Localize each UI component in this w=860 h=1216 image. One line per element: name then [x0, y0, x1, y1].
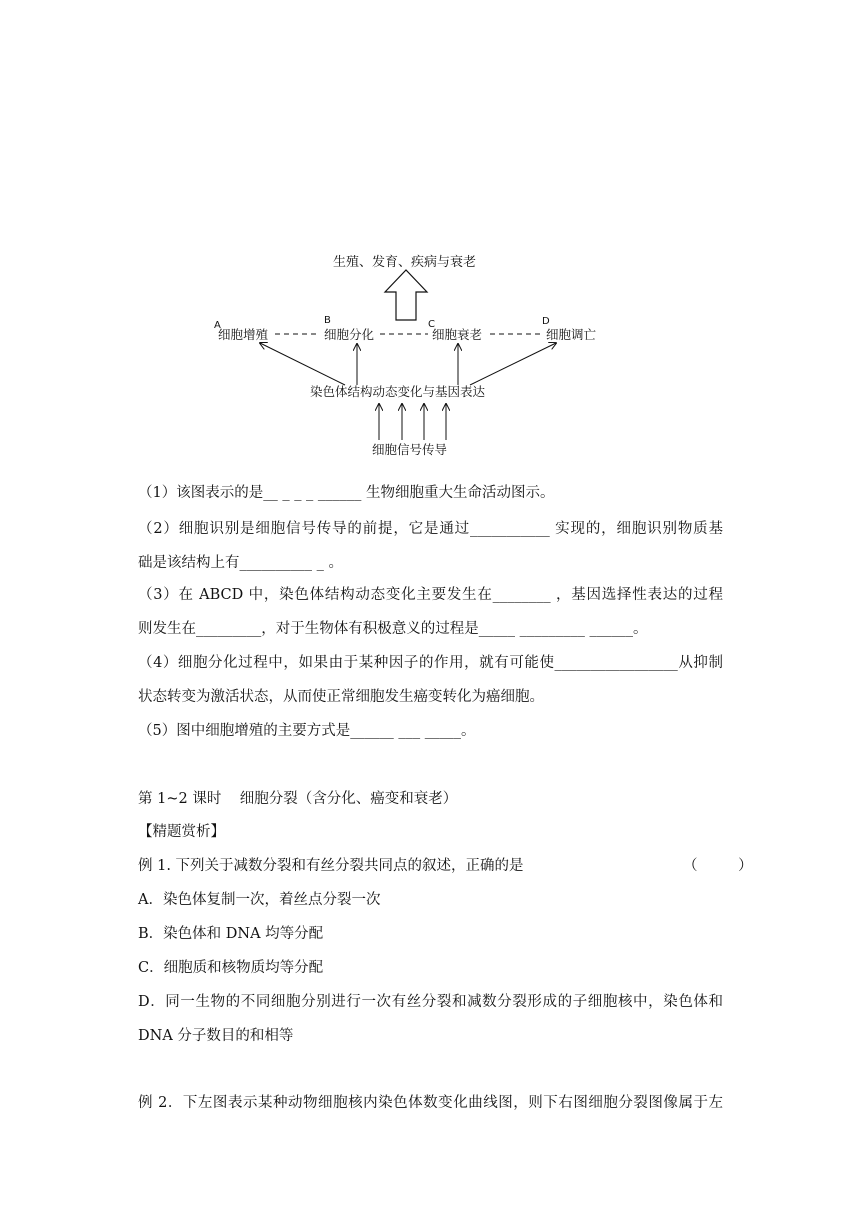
label-c: C — [428, 319, 435, 330]
example-2-stem: 例 2．下左图表示某种动物细胞核内染色体数变化曲线图，则下右图细胞分裂图像属于左 — [138, 1095, 723, 1111]
hollow-up-arrow-icon — [385, 270, 427, 320]
question-2-line-1: （2）细胞识别是细胞信号传导的前提，它是通过___________ 实现的，细胞识别物质基 — [138, 521, 723, 537]
section-title: 第 1~2 课时 细胞分裂（含分化、癌变和衰老） — [138, 791, 458, 807]
example-1-option-d-line-1: D．同一生物的不同细胞分别进行一次有丝分裂和减数分裂形成的子细胞核中，染色体和 — [138, 994, 723, 1010]
signal-transduction-label: 细胞信号传导 — [372, 442, 448, 457]
process-proliferation: 细胞增殖 — [218, 327, 269, 342]
question-4-line-2: 状态转变为激活状态，从而使正常细胞发生癌变转化为癌细胞。 — [138, 689, 544, 705]
label-a: A — [214, 320, 221, 331]
label-b: B — [324, 315, 331, 326]
question-3-line-2: 则发生在_________，对于生物体有积极意义的过程是_____ _________ ______。 — [138, 621, 648, 637]
example-1-stem: 例 1. 下列关于减数分裂和有丝分裂共同点的叙述，正确的是 — [138, 858, 524, 874]
process-senescence: 细胞衰老 — [432, 327, 483, 342]
example-1-option-b: B．染色体和 DNA 均等分配 — [138, 926, 324, 942]
question-4-line-1: （4）细胞分化过程中，如果由于某种因子的作用，就有可能使_________________从抑制 — [138, 655, 723, 671]
example-1-option-d-line-2: DNA 分子数目的和相等 — [138, 1028, 294, 1044]
answer-bracket: （ ） — [683, 858, 771, 874]
example-1-option-c: C．细胞质和核物质均等分配 — [138, 960, 324, 976]
label-d: D — [542, 316, 550, 327]
base-mechanism-label: 染色体结构动态变化与基因表达 — [310, 384, 486, 399]
question-5: （5）图中细胞增殖的主要方式是______ ___ _____。 — [138, 723, 476, 739]
arrow-to-proliferation — [260, 343, 345, 385]
question-2-line-2: 础是该结构上有__________ _ 。 — [138, 555, 343, 571]
process-differentiation: 细胞分化 — [324, 327, 375, 342]
question-1: （1）该图表示的是__ _ _ _ ______ 生物细胞重大生命活动图示。 — [138, 485, 555, 501]
cell-life-activity-diagram — [0, 0, 860, 470]
question-3-line-1: （3）在 ABCD 中，染色体结构动态变化主要发生在________ ，基因选择性表达的过程 — [138, 587, 723, 603]
top-outcome-label: 生殖、发育、疾病与衰老 — [333, 255, 477, 270]
section-heading: 【精题赏析】 — [138, 824, 225, 840]
example-1-option-a: A．染色体复制一次，着丝点分裂一次 — [138, 892, 381, 908]
arrow-to-apoptosis — [470, 343, 556, 385]
process-apoptosis: 细胞调亡 — [546, 327, 597, 342]
